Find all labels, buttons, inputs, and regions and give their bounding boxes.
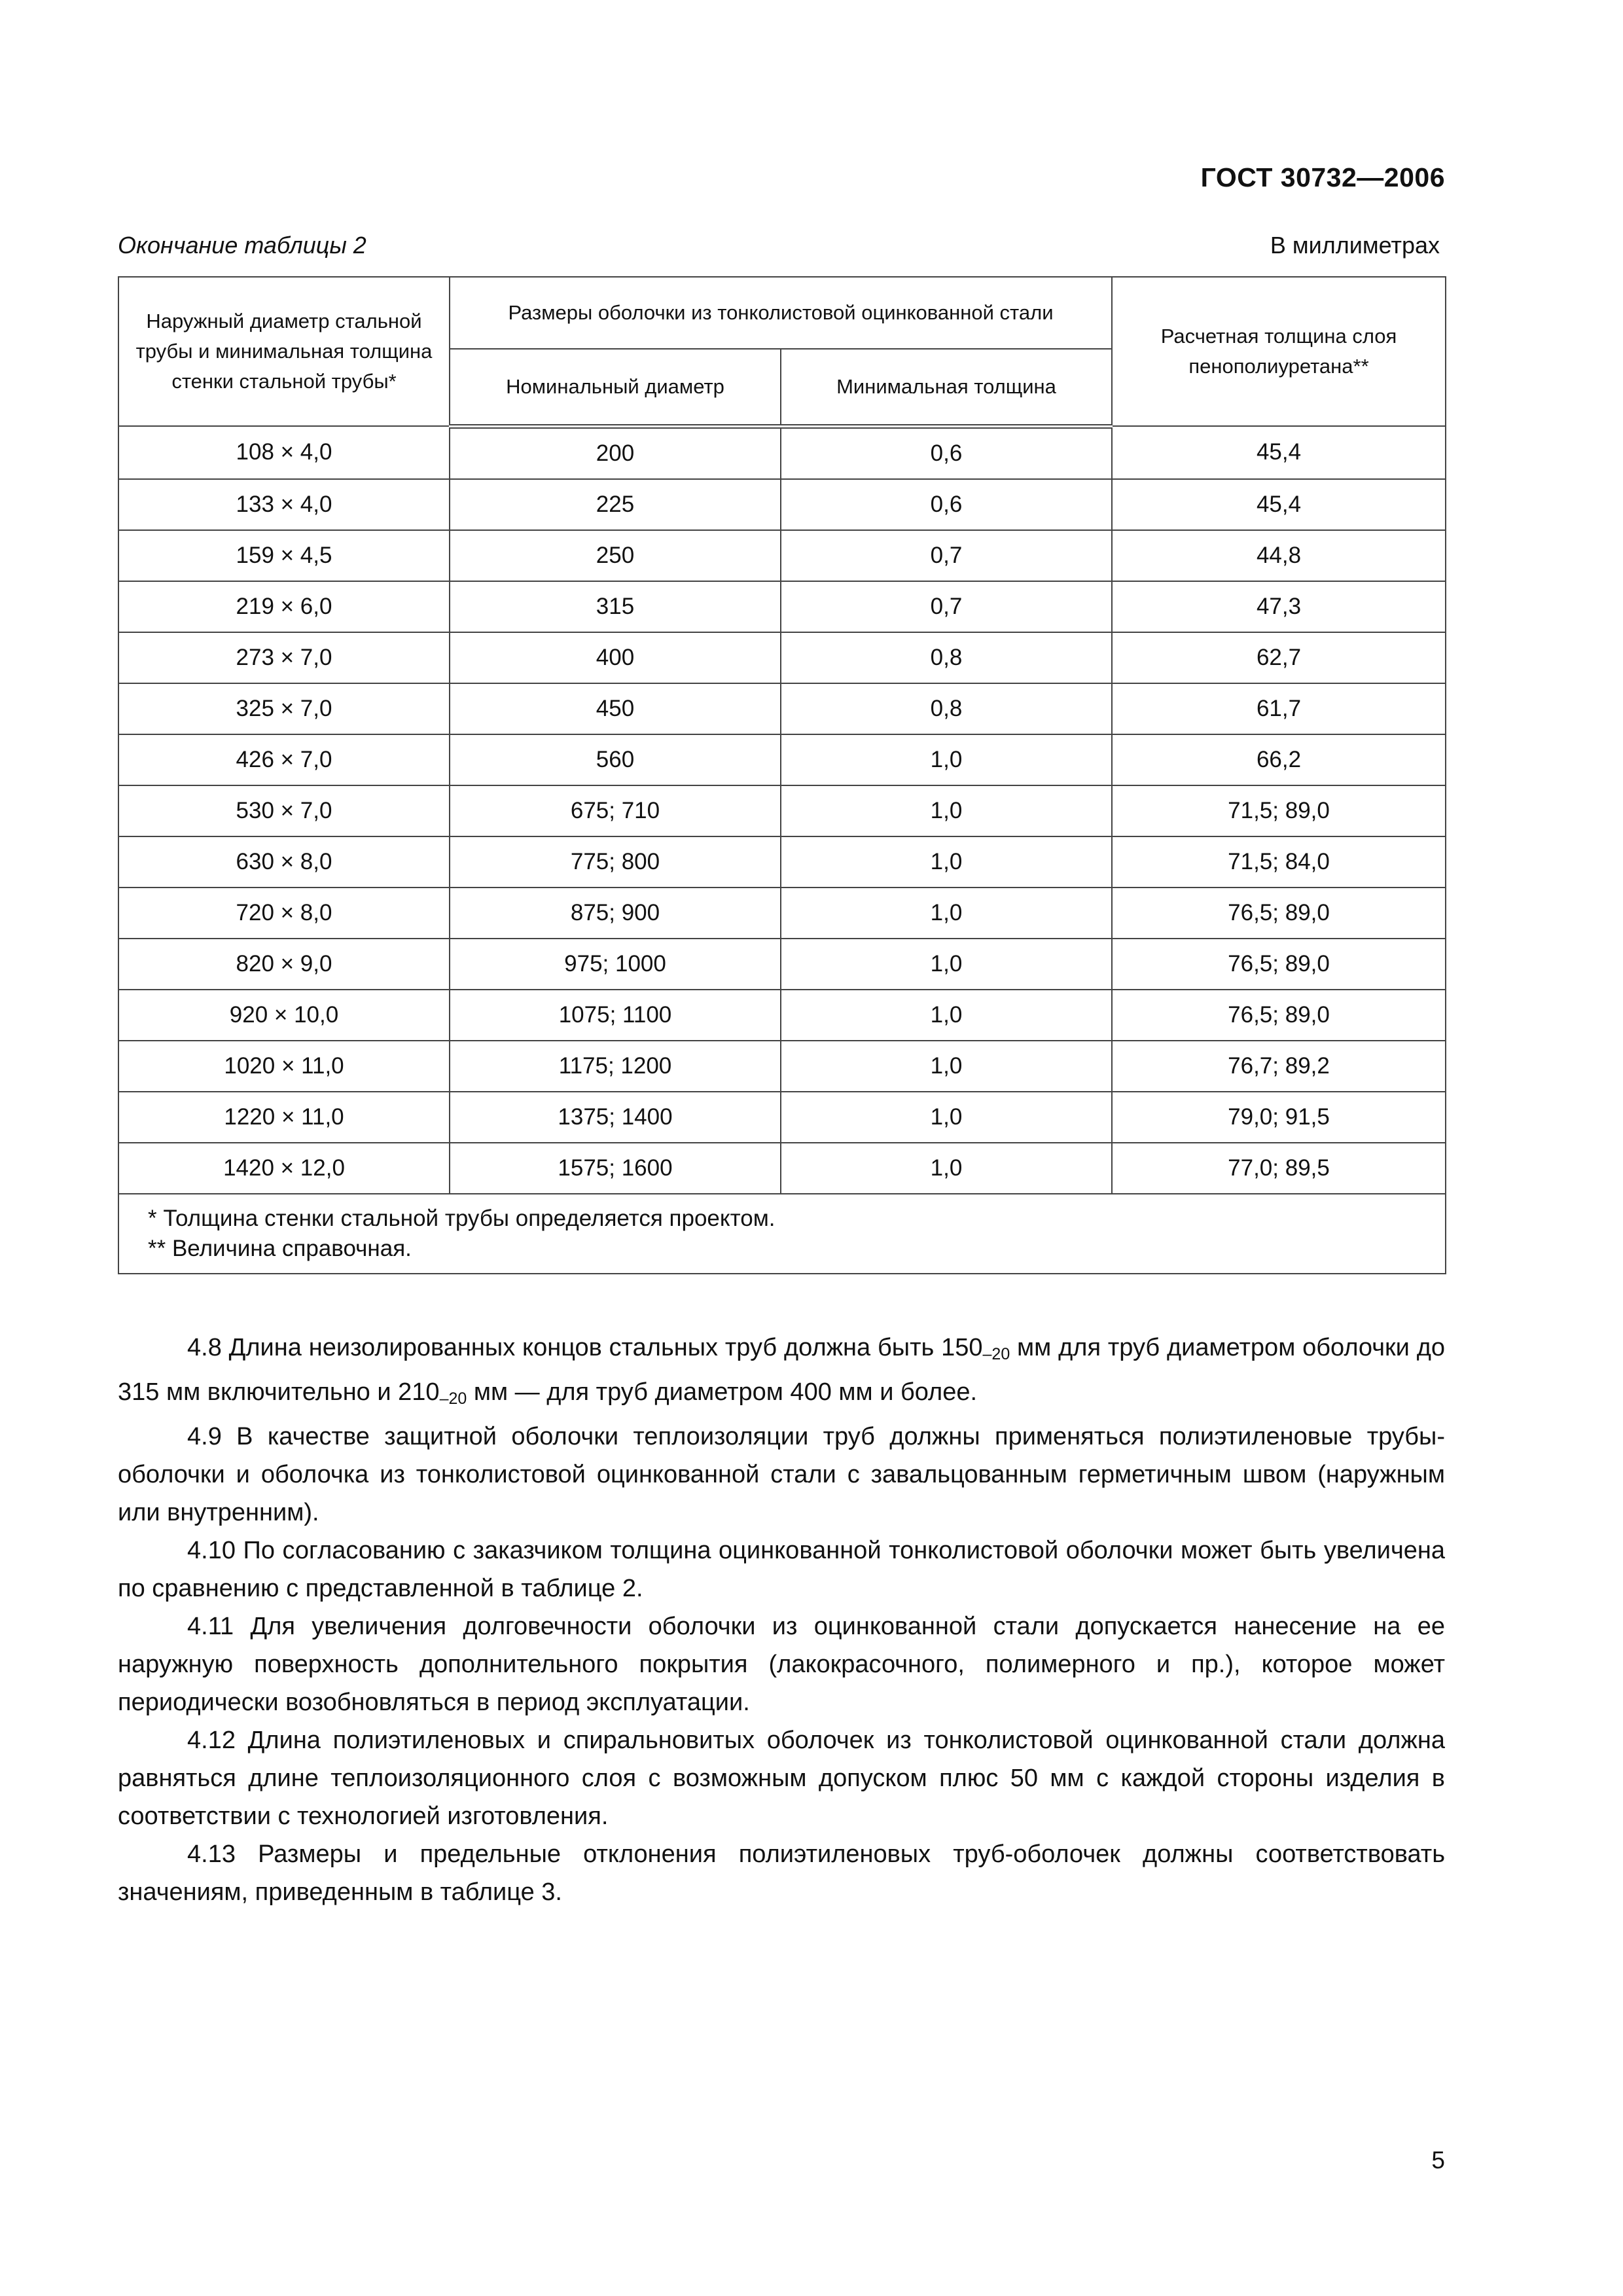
table-row <box>118 990 1446 1041</box>
cell-min-thickness: 0,6 <box>781 479 1112 530</box>
cell-min-thickness: 1,0 <box>781 1092 1112 1143</box>
table-note-1: * Толщина стенки стальной трубы определяется проектом. <box>148 1205 776 1231</box>
cell-min-thickness: 0,8 <box>781 632 1112 683</box>
cell-foam-thickness: 79,0; 91,5 <box>1112 1092 1446 1143</box>
cell-foam-thickness: 62,7 <box>1112 632 1446 683</box>
table-notes <box>118 1194 1446 1274</box>
cell-steel-pipe: 530 × 7,0 <box>118 785 450 836</box>
table-row <box>118 479 1446 530</box>
cell-nominal-diameter: 775; 800 <box>450 836 781 888</box>
table-row <box>118 426 1446 479</box>
table-units-caption: В миллиметрах <box>1270 232 1440 259</box>
column-header-foam-thickness: Расчетная толщина слоя пенополиуретана** <box>1112 277 1446 426</box>
cell-foam-thickness: 45,4 <box>1112 479 1446 530</box>
cell-steel-pipe: 1420 × 12,0 <box>118 1143 450 1194</box>
cell-nominal-diameter: 315 <box>450 581 781 632</box>
cell-min-thickness: 0,7 <box>781 581 1112 632</box>
table-caption-row <box>118 232 1445 264</box>
paragraph-4-13: 4.13 Размеры и предельные отклонения полиэтиленовых труб-оболочек должны соответствовать значениям, приведенным в таблице 3. <box>118 1840 1445 1906</box>
cell-foam-thickness: 76,5; 89,0 <box>1112 939 1446 990</box>
column-header-steel-pipe: Наружный диаметр стальной трубы и минимальная толщина стенки стальной трубы* <box>118 277 450 426</box>
cell-steel-pipe: 219 × 6,0 <box>118 581 450 632</box>
cell-nominal-diameter: 1575; 1600 <box>450 1143 781 1194</box>
cell-nominal-diameter: 200 <box>450 426 781 479</box>
cell-min-thickness: 1,0 <box>781 1143 1112 1194</box>
tolerance-subscript-1: –20 <box>982 1345 1010 1363</box>
cell-steel-pipe: 325 × 7,0 <box>118 683 450 734</box>
column-header-nominal-diameter: Номинальный диаметр <box>450 349 781 426</box>
cell-steel-pipe: 133 × 4,0 <box>118 479 450 530</box>
table-continuation-caption: Окончание таблицы 2 <box>118 232 366 259</box>
cell-foam-thickness: 61,7 <box>1112 683 1446 734</box>
paragraph-4-8-part-1: 4.8 Длина неизолированных концов стальных труб должна быть 150 <box>187 1334 983 1361</box>
cell-nominal-diameter: 1375; 1400 <box>450 1092 781 1143</box>
cell-steel-pipe: 720 × 8,0 <box>118 888 450 939</box>
table-row <box>118 1041 1446 1092</box>
cell-nominal-diameter: 400 <box>450 632 781 683</box>
cell-nominal-diameter: 225 <box>450 479 781 530</box>
cell-nominal-diameter: 250 <box>450 530 781 581</box>
document-code: ГОСТ 30732—2006 <box>1200 162 1445 192</box>
tolerance-subscript-2: –20 <box>439 1390 467 1408</box>
table-row <box>118 632 1446 683</box>
table-row <box>118 785 1446 836</box>
paragraph-4-10: 4.10 По согласованию с заказчиком толщина оцинкованной тонколистовой оболочки может быть увеличена по сравнению с представленной в таблице 2. <box>118 1537 1445 1602</box>
table-row <box>118 1092 1446 1143</box>
cell-steel-pipe: 820 × 9,0 <box>118 939 450 990</box>
cell-foam-thickness: 76,5; 89,0 <box>1112 990 1446 1041</box>
cell-steel-pipe: 273 × 7,0 <box>118 632 450 683</box>
cell-steel-pipe: 1220 × 11,0 <box>118 1092 450 1143</box>
table-row <box>118 939 1446 990</box>
table-body <box>118 426 1446 1274</box>
cell-min-thickness: 0,7 <box>781 530 1112 581</box>
cell-min-thickness: 1,0 <box>781 990 1112 1041</box>
cell-min-thickness: 1,0 <box>781 939 1112 990</box>
cell-foam-thickness: 71,5; 84,0 <box>1112 836 1446 888</box>
cell-nominal-diameter: 975; 1000 <box>450 939 781 990</box>
paragraph-4-8-part-3: мм — для труб диаметром 400 мм и более. <box>467 1378 978 1406</box>
cell-foam-thickness: 71,5; 89,0 <box>1112 785 1446 836</box>
cell-nominal-diameter: 675; 710 <box>450 785 781 836</box>
table-row <box>118 836 1446 888</box>
table-row <box>118 530 1446 581</box>
cell-steel-pipe: 1020 × 11,0 <box>118 1041 450 1092</box>
cell-foam-thickness: 76,7; 89,2 <box>1112 1041 1446 1092</box>
table-row <box>118 581 1446 632</box>
cell-foam-thickness: 45,4 <box>1112 426 1446 479</box>
cell-min-thickness: 0,8 <box>781 683 1112 734</box>
paragraph-4-12: 4.12 Длина полиэтиленовых и спиральновитых оболочек из тонколистовой оцинкованной стали должна равняться длине теплоизоляционного слоя с возможным допуском плюс 50 мм с каждой стороны изделия в соответствии с технологией изготовления. <box>118 1727 1445 1830</box>
table-row <box>118 888 1446 939</box>
cell-foam-thickness: 76,5; 89,0 <box>1112 888 1446 939</box>
cell-foam-thickness: 66,2 <box>1112 734 1446 785</box>
table-row <box>118 734 1446 785</box>
cell-nominal-diameter: 560 <box>450 734 781 785</box>
cell-steel-pipe: 426 × 7,0 <box>118 734 450 785</box>
cell-min-thickness: 1,0 <box>781 1041 1112 1092</box>
cell-steel-pipe: 920 × 10,0 <box>118 990 450 1041</box>
cell-min-thickness: 0,6 <box>781 426 1112 479</box>
paragraph-4-8-part-2: мм для труб диаметром оболочки до 315 мм включительно и 210 <box>118 1334 1446 1406</box>
cell-foam-thickness: 47,3 <box>1112 581 1446 632</box>
column-header-min-thickness: Минимальная толщина <box>781 349 1112 426</box>
cell-min-thickness: 1,0 <box>781 888 1112 939</box>
cell-nominal-diameter: 1175; 1200 <box>450 1041 781 1092</box>
table-row <box>118 683 1446 734</box>
cell-nominal-diameter: 450 <box>450 683 781 734</box>
cell-steel-pipe: 630 × 8,0 <box>118 836 450 888</box>
cell-min-thickness: 1,0 <box>781 785 1112 836</box>
cell-nominal-diameter: 1075; 1100 <box>450 990 781 1041</box>
page-number: 5 <box>1431 2147 1445 2174</box>
cell-steel-pipe: 159 × 4,5 <box>118 530 450 581</box>
pipe-dimensions-table <box>118 276 1446 1274</box>
paragraph-4-8 <box>118 1329 1445 1418</box>
paragraph-4-11: 4.11 Для увеличения долговечности оболочки из оцинкованной стали допускается нанесение на ее наружную поверхность дополнительного покрытия (лакокрасочного, полимерного и пр.), которое может периодически возобновляться в период эксплуатации. <box>118 1613 1445 1716</box>
body-text <box>118 1329 1445 1911</box>
cell-foam-thickness: 44,8 <box>1112 530 1446 581</box>
cell-nominal-diameter: 875; 900 <box>450 888 781 939</box>
table-note-2: ** Величина справочная. <box>148 1235 412 1261</box>
cell-foam-thickness: 77,0; 89,5 <box>1112 1143 1446 1194</box>
table-notes-row <box>118 1194 1446 1274</box>
cell-min-thickness: 1,0 <box>781 836 1112 888</box>
cell-steel-pipe: 108 × 4,0 <box>118 426 450 479</box>
cell-min-thickness: 1,0 <box>781 734 1112 785</box>
paragraph-4-9: 4.9 В качестве защитной оболочки теплоизоляции труб должны применяться полиэтиленовые трубы-оболочки и оболочка из тонколистовой оцинкованной стали с завальцованным герметичным швом (наружным или внутренним). <box>118 1423 1445 1526</box>
column-group-header-shell: Размеры оболочки из тонколистовой оцинкованной стали <box>450 277 1112 349</box>
table-row <box>118 1143 1446 1194</box>
